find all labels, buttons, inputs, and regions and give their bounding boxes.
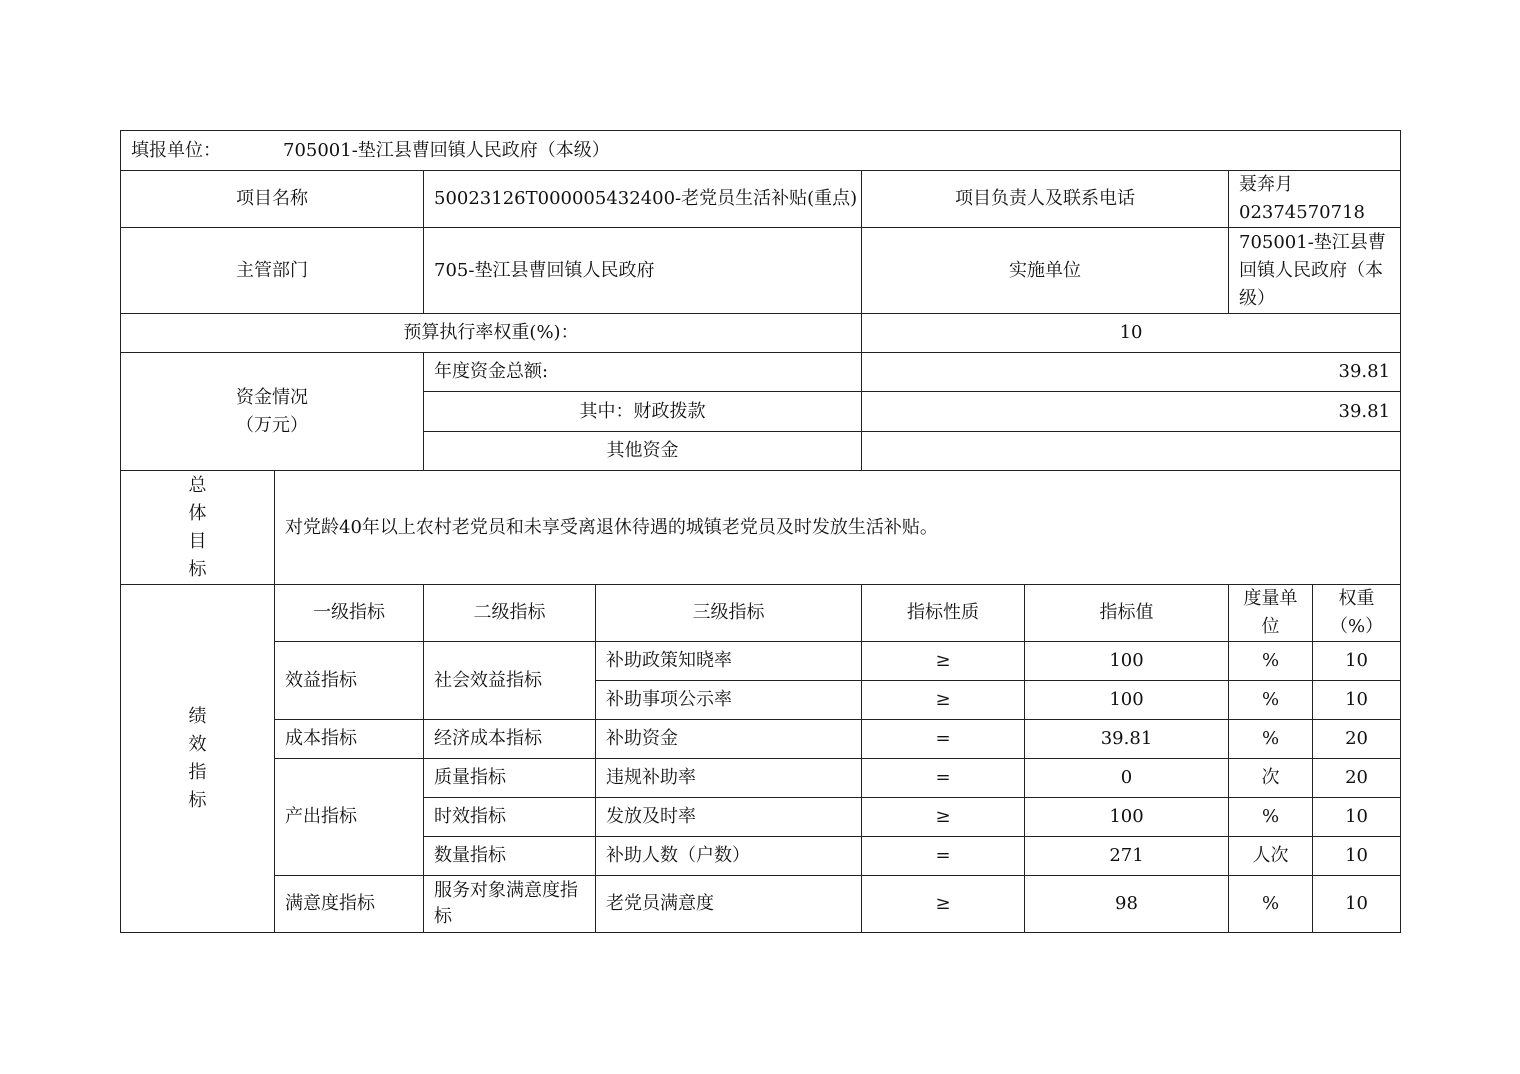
- indicator-level2: 服务对象满意度指标: [424, 876, 596, 933]
- indicator-level3: 补助事项公示率: [596, 681, 862, 720]
- goal-label-char: 标: [188, 558, 207, 580]
- header-unit: 度量单位: [1229, 585, 1313, 642]
- indicator-value: 100: [1025, 798, 1229, 837]
- reporting-unit-value: 705001-垫江县曹回镇人民政府（本级）: [283, 139, 610, 161]
- goal-label-char: 体: [188, 502, 207, 524]
- indicator-unit: 次: [1229, 759, 1313, 798]
- performance-target-table: [120, 130, 1401, 933]
- indicator-nature: ≥: [862, 681, 1025, 720]
- funds-total-row: [121, 353, 1401, 392]
- indicator-unit: 人次: [1229, 837, 1313, 876]
- indicator-level3: 补助资金: [596, 720, 862, 759]
- budget-weight-row: [121, 314, 1401, 353]
- indicator-level2: 数量指标: [424, 837, 596, 876]
- indicator-header-row: [121, 585, 1401, 642]
- indicator-weight: 10: [1313, 876, 1401, 933]
- reporting-unit-cell: [121, 131, 1401, 171]
- indicator-level3: 补助政策知晓率: [596, 642, 862, 681]
- project-row: [121, 171, 1401, 228]
- indicator-level2: 质量指标: [424, 759, 596, 798]
- funds-unit-label: （万元）: [236, 414, 308, 436]
- unit-row: [121, 131, 1401, 171]
- department-value: 705-垫江县曹回镇人民政府: [424, 228, 862, 314]
- budget-weight-label: 预算执行率权重(%)：: [121, 314, 862, 353]
- annual-total-label: 年度资金总额:: [424, 353, 862, 392]
- header-level3: 三级指标: [596, 585, 862, 642]
- overall-goal-text: 对党龄40年以上农村老党员和未享受离退休待遇的城镇老党员及时发放生活补贴。: [275, 471, 1401, 585]
- indicator-level3: 发放及时率: [596, 798, 862, 837]
- header-level1: 一级指标: [275, 585, 424, 642]
- reporting-unit-label: 填报单位：: [131, 139, 221, 161]
- indicator-row: [121, 642, 1401, 681]
- department-row: [121, 228, 1401, 314]
- annual-total-value: 39.81: [862, 353, 1401, 392]
- indicator-row: [121, 759, 1401, 798]
- indicator-row: [121, 720, 1401, 759]
- indicator-label-char: 标: [188, 789, 207, 811]
- indicator-level3: 补助人数（户数）: [596, 837, 862, 876]
- funds-label-cell: [121, 353, 424, 471]
- other-funds-value: [862, 432, 1401, 471]
- indicator-level3: 违规补助率: [596, 759, 862, 798]
- goal-label-char: 总: [188, 474, 207, 496]
- indicator-nature: =: [862, 759, 1025, 798]
- implementing-unit-value: 705001-垫江县曹回镇人民政府（本级）: [1229, 228, 1401, 314]
- indicator-unit: %: [1229, 876, 1313, 933]
- indicator-label-char: 绩: [188, 705, 207, 727]
- fiscal-allocation-value: 39.81: [862, 392, 1401, 432]
- indicator-weight: 10: [1313, 798, 1401, 837]
- indicator-unit: %: [1229, 681, 1313, 720]
- goal-label-char: 目: [188, 530, 207, 552]
- funds-label: 资金情况: [236, 386, 308, 408]
- indicator-unit: %: [1229, 798, 1313, 837]
- indicator-level1: 成本指标: [275, 720, 424, 759]
- department-label: 主管部门: [121, 228, 424, 314]
- indicator-level1: 效益指标: [275, 642, 424, 720]
- indicator-level2: 时效指标: [424, 798, 596, 837]
- indicator-value: 271: [1025, 837, 1229, 876]
- project-contact-cell: [1229, 171, 1401, 228]
- contact-name: 聂奔月: [1239, 174, 1293, 195]
- other-funds-label: 其他资金: [424, 432, 862, 471]
- indicator-nature: =: [862, 837, 1025, 876]
- performance-indicators-label: [121, 585, 275, 933]
- header-weight: 权重（%）: [1313, 585, 1401, 642]
- implementing-unit-label: 实施单位: [862, 228, 1229, 314]
- indicator-value: 100: [1025, 642, 1229, 681]
- indicator-level2: 经济成本指标: [424, 720, 596, 759]
- indicator-weight: 10: [1313, 642, 1401, 681]
- indicator-weight: 20: [1313, 759, 1401, 798]
- indicator-row: [121, 876, 1401, 933]
- overall-goal-row: [121, 471, 1401, 585]
- indicator-nature: ≥: [862, 876, 1025, 933]
- overall-goal-label: [121, 471, 275, 585]
- header-level2: 二级指标: [424, 585, 596, 642]
- indicator-nature: =: [862, 720, 1025, 759]
- indicator-level3: 老党员满意度: [596, 876, 862, 933]
- header-nature: 指标性质: [862, 585, 1025, 642]
- indicator-value: 98: [1025, 876, 1229, 933]
- project-name-label: 项目名称: [121, 171, 424, 228]
- indicator-level2: 社会效益指标: [424, 642, 596, 720]
- indicator-unit: %: [1229, 720, 1313, 759]
- indicator-unit: %: [1229, 642, 1313, 681]
- indicator-weight: 10: [1313, 681, 1401, 720]
- budget-weight-value: 10: [862, 314, 1401, 353]
- indicator-value: 0: [1025, 759, 1229, 798]
- indicator-level1: 产出指标: [275, 759, 424, 876]
- indicator-label-char: 效: [188, 733, 207, 755]
- indicator-level1: 满意度指标: [275, 876, 424, 933]
- fiscal-allocation-label: 其中：财政拨款: [424, 392, 862, 432]
- indicator-weight: 10: [1313, 837, 1401, 876]
- project-name-value: 50023126T000005432400-老党员生活补贴(重点): [424, 171, 862, 228]
- indicator-value: 39.81: [1025, 720, 1229, 759]
- indicator-label-char: 指: [188, 761, 207, 783]
- indicator-value: 100: [1025, 681, 1229, 720]
- indicator-nature: ≥: [862, 798, 1025, 837]
- indicator-nature: ≥: [862, 642, 1025, 681]
- header-value: 指标值: [1025, 585, 1229, 642]
- project-contact-label: 项目负责人及联系电话: [862, 171, 1229, 228]
- contact-phone: 02374570718: [1239, 202, 1365, 223]
- indicator-weight: 20: [1313, 720, 1401, 759]
